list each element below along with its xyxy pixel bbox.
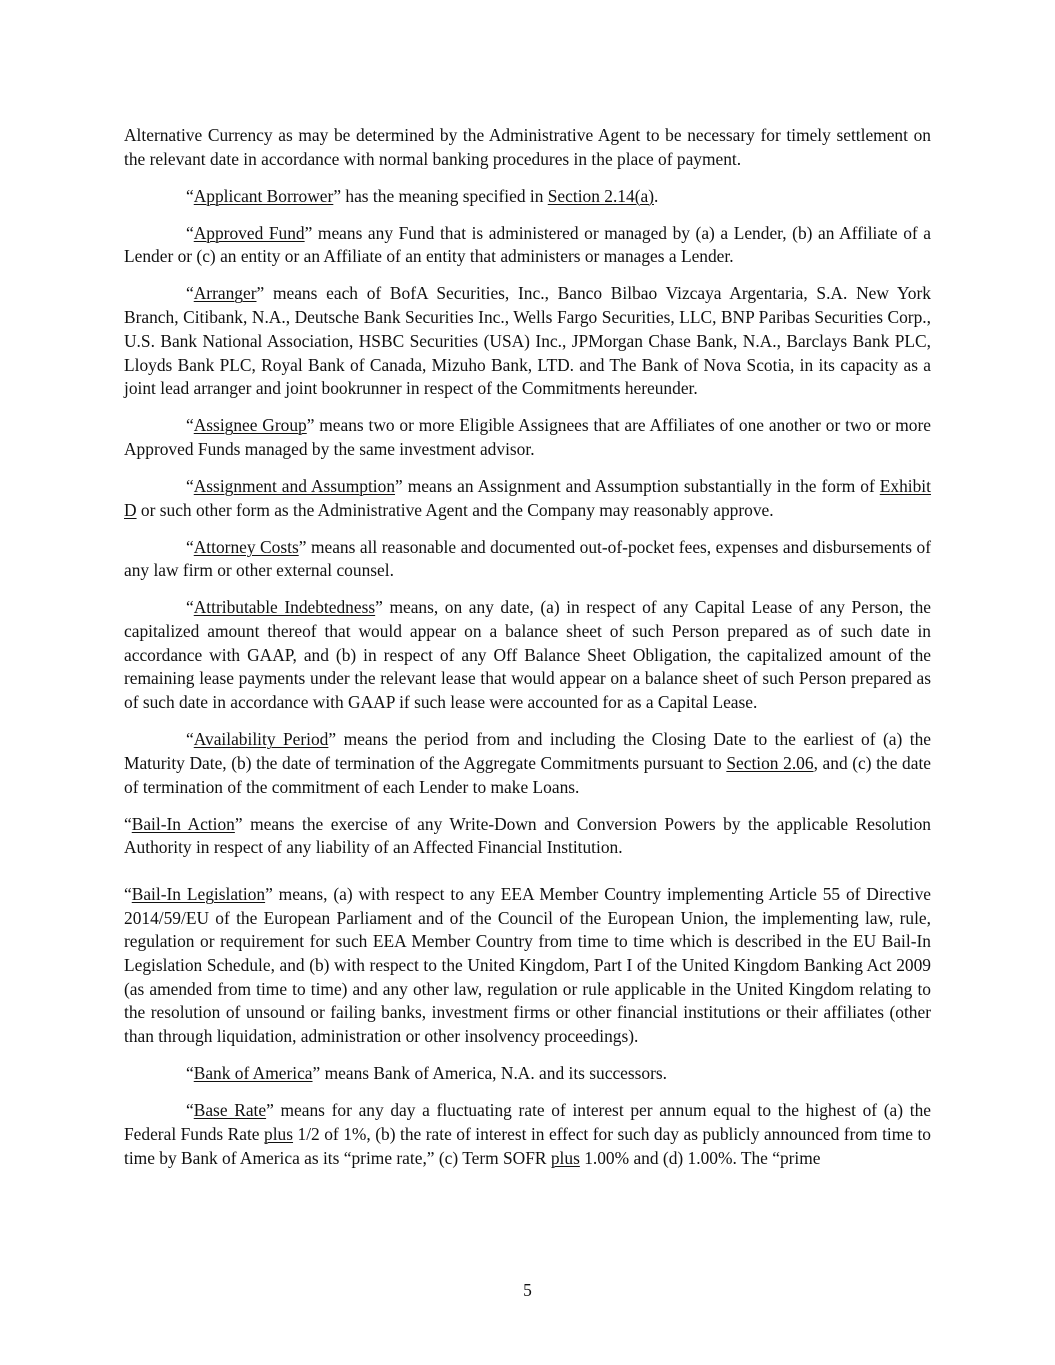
definition-tail: . — [654, 185, 659, 206]
open-quote: “ — [186, 1063, 194, 1084]
defined-term: Approved Fund — [193, 222, 305, 243]
definition-applicant-borrower — [124, 185, 931, 209]
definition-tail: or such other form as the Administrative Agent and the Company may reasonably approve. — [136, 499, 774, 520]
close-quote: ” — [256, 283, 265, 304]
definition-assignee-group — [124, 414, 931, 461]
definition-text: has the meaning specified in — [341, 185, 548, 206]
definition-base-rate — [124, 1099, 931, 1170]
open-quote: “ — [124, 883, 132, 904]
definition-tail: , and (c) the date of termination of the commitment of each Lender to make Loans. — [124, 752, 931, 797]
close-quote: ” — [298, 536, 307, 557]
definition-text: means two or more Eligible Assignees that are Affiliates of one another or two or more Approved Funds managed by the same investment advisor. — [124, 415, 931, 459]
plus-term: plus — [550, 1147, 580, 1168]
paragraph-text: Alternative Currency as may be determined by the Administrative Agent to be necessary for timely settlement on the relevant date in accordance with normal banking procedures in the place of payment. — [124, 125, 931, 169]
defined-term: Bank of America — [193, 1063, 313, 1084]
definition-attributable-indebtedness — [124, 596, 931, 715]
close-quote: ” — [265, 883, 273, 904]
close-quote: ” — [312, 1063, 321, 1084]
open-quote: “ — [186, 1100, 194, 1121]
definition-text: means for any day a fluctuating rate of interest per annum equal to the highest of (a) the Federal Funds Rate — [124, 1100, 931, 1144]
close-quote: ” — [304, 222, 313, 243]
definition-attorney-costs — [124, 536, 931, 583]
open-quote: “ — [186, 222, 194, 243]
defined-term: Arranger — [193, 283, 257, 304]
close-quote: ” — [306, 415, 315, 436]
defined-term: Bail-In Legislation — [131, 883, 266, 904]
plus-term: plus — [264, 1123, 294, 1144]
open-quote: “ — [186, 415, 194, 436]
open-quote: “ — [186, 185, 194, 206]
definition-arranger — [124, 282, 931, 401]
definition-text: means each of BofA Securities, Inc., Banco Bilbao Vizcaya Argentaria, S.A. New York Branch, Citibank, N.A., Deutsche Bank Securities Inc., Wells Fargo Securities, LLC, BNP Paribas Securities Corp., U.S. Bank National Association, HSBC Securities (USA) Inc., JPMorgan Chase Bank, N.A., Barclays Bank PLC, Lloyds Bank PLC, Royal Bank of Canada, Mizuho Bank, LTD. and The Bank of Nova Scotia, in its capacity as a joint lead arranger and joint bookrunner in respect of the Commitments hereunder. — [124, 283, 931, 399]
definition-approved-fund — [124, 222, 931, 269]
close-quote: ” — [395, 475, 403, 496]
open-quote: “ — [186, 729, 194, 750]
paragraph-alternative-currency — [124, 124, 931, 171]
close-quote: ” — [328, 729, 337, 750]
defined-term: Availability Period — [193, 729, 329, 750]
close-quote: ” — [375, 597, 383, 618]
defined-term: Bail-In Action — [131, 813, 235, 834]
open-quote: “ — [186, 283, 194, 304]
definition-text: 1/2 of 1%, (b) the rate of interest in effect for such day as publicly announced from time to time by Bank of America as its “prime rate,” (c) Term SOFR — [124, 1123, 931, 1168]
definition-assignment-and-assumption — [124, 475, 931, 522]
defined-term: Assignment and Assumption — [193, 475, 396, 496]
close-quote: ” — [266, 1100, 274, 1121]
defined-term: Attorney Costs — [193, 536, 299, 557]
definition-text: means the exercise of any Write-Down and Conversion Powers by the applicable Resolution Authority in respect of any liability of an Affected Financial Institution. — [124, 813, 931, 858]
definition-bail-in-legislation — [124, 883, 931, 1049]
definition-text: means, (a) with respect to any EEA Member Country implementing Article 55 of Directive 2014/59/EU of the European Parliament and of the Council of the European Union, the implementing law, rule, regulation or requirement for such EEA Member Country from time to time which is described in the EU Bail-In Legislation Schedule, and (b) with respect to the United Kingdom, Part I of the United Kingdom Banking Act 2009 (as amended from time to time) and any other law, regulation or rule applicable in the United Kingdom relating to the resolution of unsound or failing banks, investment firms or other financial institutions or their affiliates (other than through liquidation, administration or other insolvency proceedings). — [124, 883, 931, 1047]
definition-text: 1.00% and (d) 1.00%. The “prime — [579, 1147, 821, 1168]
definition-text: means all reasonable and documented out-of-pocket fees, expenses and disbursements of any law firm or other external counsel. — [124, 536, 931, 581]
page-number: 5 — [523, 1280, 532, 1300]
open-quote: “ — [124, 813, 132, 834]
defined-term: Assignee Group — [193, 415, 307, 436]
definition-text: means any Fund that is administered or managed by (a) a Lender, (b) an Affiliate of a Lender or (c) an entity or an Affiliate of an entity that administers or manages a Lender. — [124, 222, 932, 267]
open-quote: “ — [186, 536, 194, 557]
close-quote: ” — [234, 813, 243, 834]
definition-bank-of-america — [124, 1062, 931, 1086]
close-quote: ” — [333, 185, 342, 206]
open-quote: “ — [186, 475, 194, 496]
definition-text: means the period from and including the Closing Date to the earliest of (a) the Maturity Date, (b) the date of termination of the Aggregate Commitments pursuant to — [124, 729, 931, 773]
defined-term: Attributable Indebtedness — [193, 597, 376, 618]
definition-bail-in-action — [124, 813, 931, 860]
definition-text: means Bank of America, N.A. and its successors. — [320, 1063, 668, 1084]
section-reference: Section 2.14(a) — [547, 185, 654, 206]
definition-text: means an Assignment and Assumption substantially in the form of — [402, 475, 880, 496]
defined-term: Applicant Borrower — [193, 185, 334, 206]
document-page — [124, 124, 931, 1184]
open-quote: “ — [186, 597, 194, 618]
defined-term: Base Rate — [193, 1100, 267, 1121]
definition-text: means, on any date, (a) in respect of any Capital Lease of any Person, the capitalized amount thereof that would appear on a balance sheet of such Person prepared as of such date in accordance with GAAP, and (b) in respect of any Off Balance Sheet Obligation, the capitalized amount of the remaining lease payments under the relevant lease that would appear on a balance sheet of such Person prepared as of such date in accordance with GAAP if such lease were accounted for as a Capital Lease. — [124, 597, 932, 713]
definition-availability-period — [124, 728, 931, 799]
section-reference: Section 2.06 — [726, 752, 814, 773]
exhibit-reference: Exhibit D — [124, 475, 931, 520]
